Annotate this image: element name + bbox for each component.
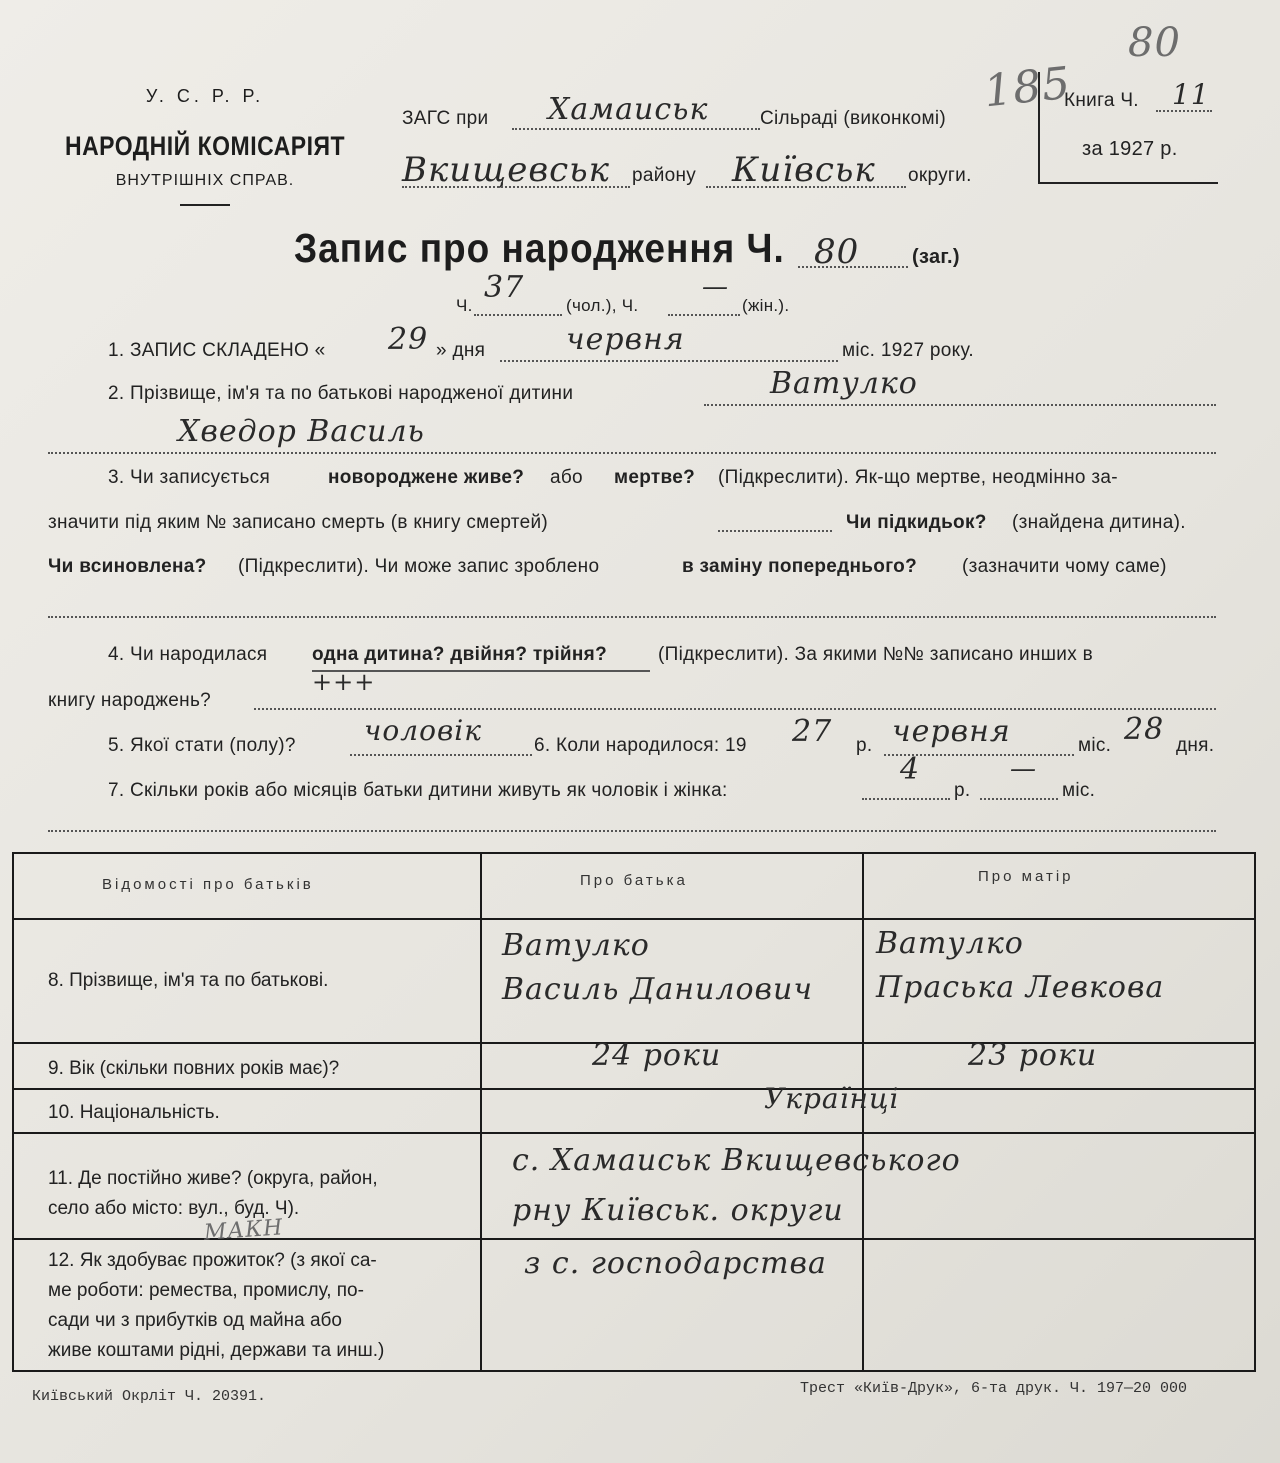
q4-line1-a: 4. Чи народилася [108, 644, 268, 665]
q5-line [350, 754, 532, 756]
female-number: — [702, 272, 729, 302]
q3-line1-b: новороджене живе? [328, 467, 525, 488]
row-divider-10 [14, 1132, 1254, 1134]
q2-line-2 [48, 452, 1216, 454]
q3-line3-a: Чи всиновлена? [48, 556, 207, 577]
q1-prefix: 1. ЗАПИС СКЛАДЕНО « [108, 340, 326, 361]
q1-mid: » дня [436, 340, 486, 361]
record-number: 80 [814, 232, 860, 272]
q2-label: 2. Прізвище, ім'я та по батькові народженої дитини [108, 383, 574, 404]
q4-mark: +++ [312, 668, 376, 696]
republic-name: У. С. Р. Р. [145, 86, 265, 106]
okrug-value: Київськ [732, 150, 876, 190]
nationality: Українці [764, 1082, 900, 1115]
q1-month: червня [566, 322, 685, 357]
stamp-mark: МАКН [203, 1215, 285, 1246]
book-number: 11 [1172, 78, 1210, 111]
residence: с. Хамаиськ Вкищевського рну Київськ. округи [512, 1143, 961, 1228]
female-number-line [668, 314, 740, 316]
q7-years-line [862, 798, 950, 800]
q4-line1-b: одна дитина? двійня? трійня? [312, 644, 607, 665]
q7-line2-dots [48, 830, 1216, 832]
male-number-line [474, 314, 562, 316]
q6-mis: міс. [1078, 735, 1112, 756]
district-label: району [632, 165, 697, 186]
department-name: ВНУТРІШНІХ СПРАВ. [115, 172, 295, 189]
row-10-label: 10. Національність. [48, 1102, 220, 1123]
footer-left: Київський Окрліт Ч. 20391. [32, 1388, 267, 1405]
row-8-label: 8. Прізвище, ім'я та по батькові. [48, 970, 329, 991]
male-number: 37 [484, 270, 525, 305]
mother-age: 23 роки [968, 1038, 1098, 1073]
pencil-number-mid: 185 [981, 57, 1074, 118]
female-suffix: (жін.). [742, 296, 790, 315]
q7-mis: міс. [1062, 780, 1096, 801]
q7-years: 4 [900, 752, 921, 787]
commissariat-name: НАРОДНІЙ КОМІСАРІЯТ [64, 130, 346, 161]
q7-r: р. [954, 780, 971, 801]
footer-right: Трест «Київ-Друк», 6-та друк. Ч. 197—20 000 [800, 1380, 1188, 1397]
q7-months-line [980, 798, 1058, 800]
col-divider-1 [480, 854, 482, 1370]
occupation: з с. господарства [524, 1246, 827, 1281]
parents-table [12, 852, 1256, 1372]
q1-suffix: міс. 1927 року. [842, 340, 974, 361]
zags-line [512, 128, 760, 130]
q6-dnia: дня. [1176, 735, 1215, 756]
record-number-line [798, 266, 908, 268]
zags-value: Хамаиськ [548, 92, 709, 127]
q3-line1-e: (Підкреслити). Як-що мертве, неодмінно за- [718, 467, 1118, 488]
q5-value: чоловік [364, 714, 482, 747]
pencil-number-top: 80 [1128, 20, 1181, 66]
q2-line-1 [704, 404, 1216, 406]
header-father: Про батька [580, 872, 688, 889]
q3-line2-b: Чи підкидьок? [846, 512, 987, 533]
q2-name: Хведор Василь [178, 414, 425, 449]
q7-months: — [1010, 754, 1037, 784]
q3-line2-dots [718, 530, 832, 532]
q3-line1-c: або [550, 467, 583, 488]
q6-day: 28 [1124, 712, 1165, 747]
okrug-label: округи. [908, 165, 972, 186]
q3-line1-d: мертве? [614, 467, 695, 488]
divider [180, 204, 230, 206]
q1-month-line [500, 360, 838, 362]
q4-line2: книгу народжень? [48, 690, 212, 711]
book-number-line [1156, 110, 1212, 112]
q2-surname: Ватулко [770, 366, 918, 401]
header-mother: Про матір [978, 868, 1074, 885]
row-12-label: 12. Як здобуває прожиток? (з якої са- ме роботи: ремества, промислу, по- сади чи з прибутків од майна або живе коштами рідні, держави та инш.) [48, 1250, 385, 1361]
row-divider-head [14, 918, 1254, 920]
zags-label: ЗАГС при [402, 108, 489, 129]
q3-line2-c: (знайдена дитина). [1012, 512, 1186, 533]
q4-line1-c: (Підкреслити). За якими №№ записано инших в [658, 644, 1093, 665]
q3-line1-a: 3. Чи записується [108, 467, 271, 488]
father-name: Ватулко Василь Данилович [502, 928, 813, 1007]
district-value: Вкищевськ [402, 150, 610, 190]
record-total-suffix: (заг.) [912, 246, 960, 268]
father-age: 24 роки [592, 1038, 722, 1073]
q7-label: 7. Скільки років або місяців батьки дитини живуть як чоловік і жінка: [108, 780, 728, 801]
q3-line2-a: значити під яким № записано смерть (в книгу смертей) [48, 512, 548, 533]
q6-year: 27 [792, 714, 833, 749]
row-11-label: 11. Де постійно живе? (округа, район, село або місто: вул., буд. Ч). [48, 1168, 378, 1219]
row-divider-9 [14, 1088, 1254, 1090]
row-divider-11 [14, 1238, 1254, 1240]
mother-name: Ватулко Праська Левкова [876, 926, 1165, 1005]
q5-label: 5. Якої стати (полу)? [108, 735, 296, 756]
q6-label: 6. Коли народилося: 19 [534, 735, 747, 756]
q4-line2-dots [254, 708, 1216, 710]
district-line [402, 186, 630, 188]
row-9-label: 9. Вік (скільки повних років має)? [48, 1058, 340, 1079]
q3-line3-b: (Підкреслити). Чи може запис зроблено [238, 556, 600, 577]
q3-line3-d: (зазначити чому саме) [962, 556, 1167, 577]
q6-month: червня [892, 714, 1011, 749]
book-label: Книга Ч. [1064, 90, 1139, 111]
q6-r: р. [856, 735, 873, 756]
issuing-authority [40, 86, 370, 206]
q3-line3-c: в заміну попереднього? [682, 556, 917, 577]
header-parents-info: Відомості про батьків [102, 876, 314, 893]
q3-line4-dots [48, 616, 1216, 618]
council-label: Сільраді (виконкомі) [760, 108, 946, 129]
book-year: за 1927 р. [1082, 138, 1178, 160]
male-prefix: Ч. [456, 296, 473, 315]
male-suffix: (чол.), Ч. [566, 296, 639, 315]
q1-day: 29 [388, 322, 429, 357]
okrug-line [706, 186, 906, 188]
record-title: Запис про народження Ч. [294, 225, 785, 271]
